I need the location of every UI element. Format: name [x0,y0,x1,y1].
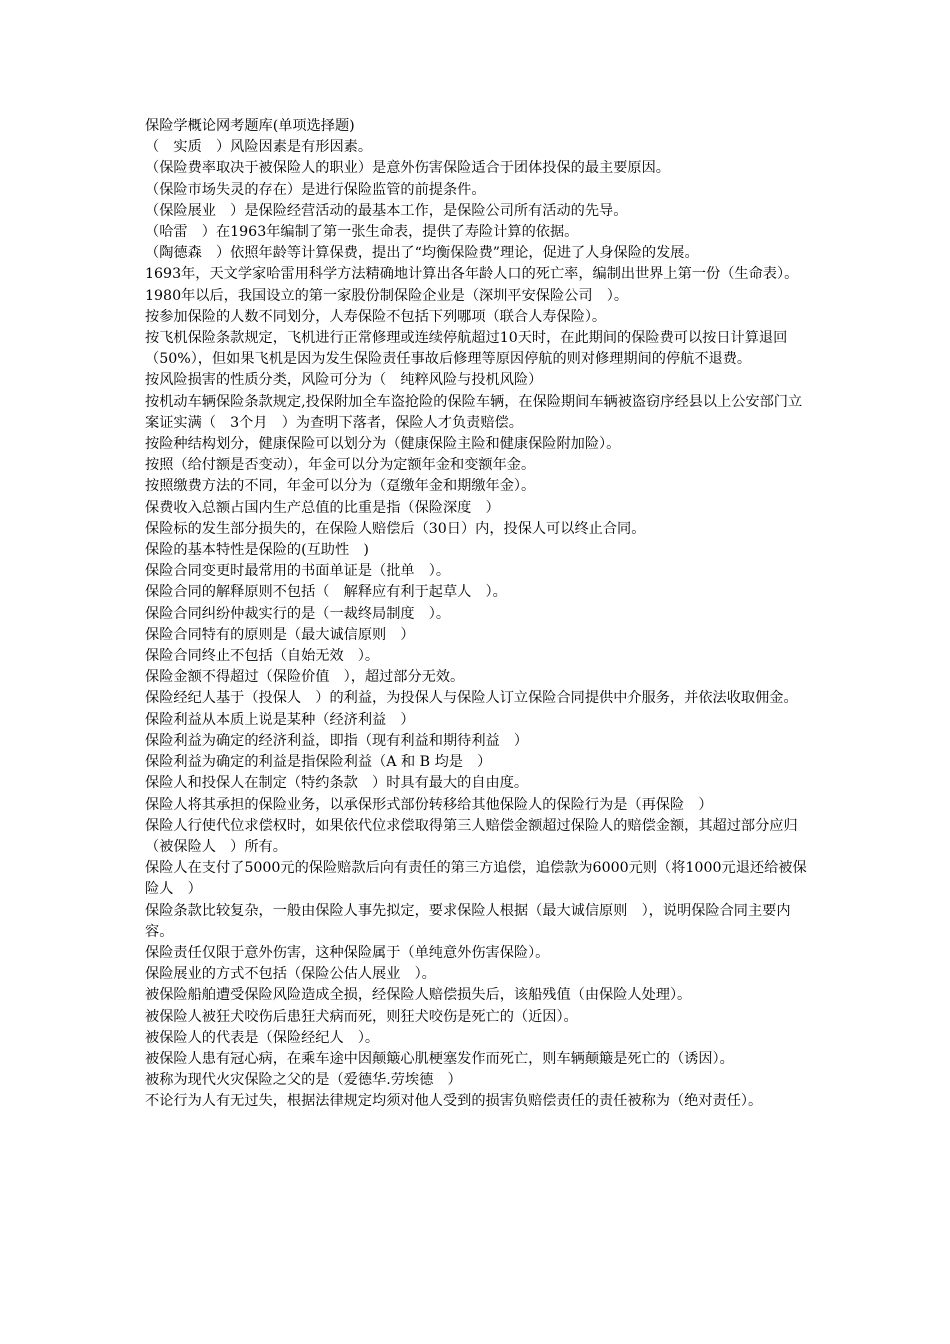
list-item: 被保险人的代表是（保险经纪人 ）。 [145,1029,380,1046]
list-item: 保险金额不得超过（保险价值 ），超过部分无效。 [145,669,465,686]
list-item: 保险责任仅限于意外伤害，这种保险属于（单纯意外伤害保险）。 [145,944,550,961]
list-item: 保险人在支付了5000元的保险赔款后向有责任的第三方追偿，追偿款为6000元则（将1000元退还给被保险人 ） [145,860,807,898]
list-item: 保险合同变更时最常用的书面单证是（批单 ）。 [145,563,451,580]
list-item: 保险合同纠纷仲裁实行的是（一裁终局制度 ）。 [145,605,451,622]
list-item: 被保险人被狂犬咬伤后患狂犬病而死，则狂犬咬伤是死亡的（近因）。 [145,1008,578,1025]
list-item: 按照缴费方法的不同，年金可以分为（趸缴年金和期缴年金）。 [145,478,536,495]
list-item: 保险的基本特性是保险的(互助性 ) [145,542,369,559]
list-item: 保险利益为确定的利益是指保险利益（A 和 B 均是 ） [145,754,492,771]
list-item: 按机动车辆保险条款规定,投保附加全车盗抢险的保险车辆，在保险期间车辆被盗窃序经县以上公安部门立案证实满（ 3个月 ）为查明下落者，保险人才负责赔偿。 [145,393,803,431]
list-item: 保险展业的方式不包括（保险公估人展业 ）。 [145,966,436,983]
list-item: 保险合同终止不包括（自始无效 ）。 [145,648,380,665]
list-item: 被称为现代火灾保险之父的是（爱德华.劳埃德 ） [145,1072,462,1089]
list-item: 1980年以后，我国设立的第一家股份制保险企业是（深圳平安保险公司 ）。 [145,287,629,304]
list-item: 保险条款比较复杂，一般由保险人事先拟定，要求保险人根据（最大诚信原则 ），说明保险合同主要内容。 [145,902,791,940]
list-item: （保险市场失灵的存在）是进行保险监管的前提条件。 [145,181,486,198]
document-title: 保险学概论网考题库(单项选择题) [145,118,355,134]
list-item: 按照（给付额是否变动），年金可以分为定额年金和变额年金。 [145,457,536,474]
list-item: 保险人和投保人在制定（特约条款 ）时具有最大的自由度。 [145,775,529,792]
list-item: 按飞机保险条款规定，飞机进行正常修理或连续停航超过10天时，在此期间的保险费可以按日计算退回（50%），但如果飞机是因为发生保险责任事故后修理等原因停航的则对修理期间的停航不退费。 [145,330,788,368]
list-item: 按风险损害的性质分类，风险可分为（ 纯粹风险与投机风险） [145,372,543,389]
list-item: 被保险人患有冠心病，在乘车途中因颠簸心肌梗塞发作而死亡，则车辆颠簸是死亡的（诱因）。 [145,1050,734,1067]
list-item: 按参加保险的人数不同划分，人寿保险不包括下列哪项（联合人寿保险）。 [145,308,607,325]
list-item: 保险标的发生部分损失的，在保险人赔偿后（30日）内，投保人可以终止合同。 [145,520,646,537]
list-item: （哈雷 ）在1963年编制了第一张生命表，提供了寿险计算的依据。 [145,224,579,241]
list-item: 保险合同的解释原则不包括（ 解释应有利于起草人 ）。 [145,584,507,601]
list-item: 保费收入总额占国内生产总值的比重是指（保险深度 ） [145,499,500,516]
list-item: （保险费率取决于被保险人的职业）是意外伤害保险适合于团体投保的最主要原因。 [145,160,670,177]
list-item: 保险合同特有的原则是（最大诚信原则 ） [145,626,415,643]
list-item: 保险人将其承担的保险业务，以承保形式部份转移给其他保险人的保险行为是（再保险 ） [145,796,713,813]
list-item: 按险种结构划分，健康保险可以划分为（健康保险主险和健康保险附加险）。 [145,436,621,453]
list-item: （ 实质 ）风险因素是有形因素。 [145,139,373,156]
list-item: 被保险船舶遭受保险风险造成全损，经保险人赔偿损失后，该船残值（由保险人处理）。 [145,987,692,1004]
list-item: 保险利益从本质上说是某种（经济利益 ） [145,711,415,728]
list-item: 保险经纪人基于（投保人 ）的利益，为投保人与保险人订立保险合同提供中介服务，并依法收取佣金。 [145,690,798,707]
list-item: （保险展业 ）是保险经营活动的最基本工作，是保险公司所有活动的先导。 [145,202,628,219]
list-item: 保险人行使代位求偿权时，如果依代位求偿取得第三人赔偿金额超过保险人的赔偿金额，其超过部分应归（被保险人 ）所有。 [145,817,798,855]
list-item: 不论行为人有无过失，根据法律规定均须对他人受到的损害负赔偿责任的责任被称为（绝对责任）。 [145,1093,763,1110]
list-item: 保险利益为确定的经济利益，即指（现有利益和期待利益 ） [145,732,529,749]
list-item: 1693年，天文学家哈雷用科学方法精确地计算出各年龄人口的死亡率，编制出世界上第一份（生命表）。 [145,266,799,283]
list-item: （陶德森 ）依照年龄等计算保费，提出了“均衡保险费”理论，促进了人身保险的发展。 [145,245,699,262]
question-list [145,116,810,1113]
